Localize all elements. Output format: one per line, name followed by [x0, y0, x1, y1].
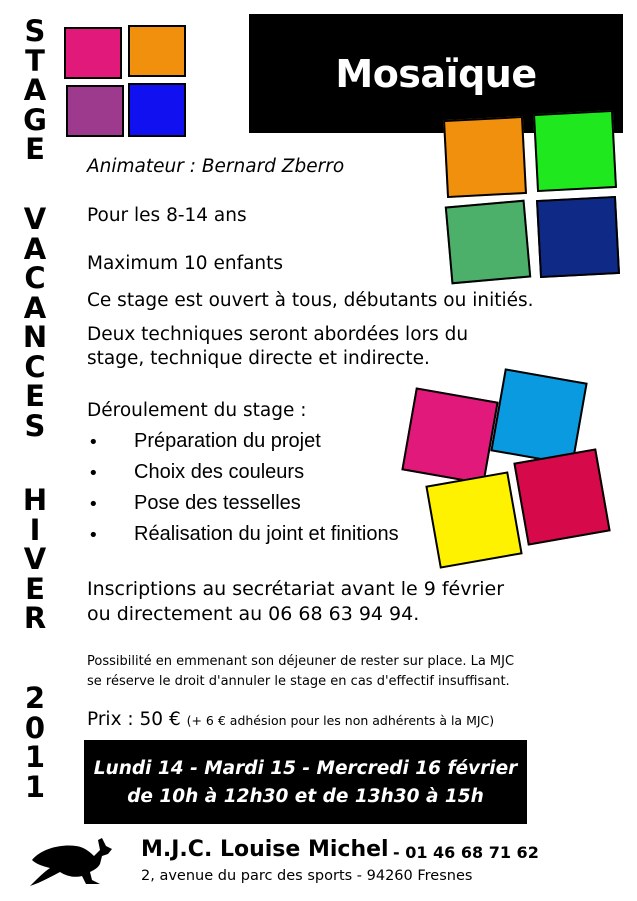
tile-green-right — [533, 110, 617, 192]
price-note: (+ 6 € adhésion pour les non adhérents à la MJC) — [186, 713, 495, 728]
deroulement-heading: Déroulement du stage : — [87, 400, 307, 421]
price-main: Prix : 50 € — [87, 709, 181, 730]
dates-line1: Lundi 14 - Mardi 15 - Mercredi 16 février — [93, 758, 518, 779]
mjc-name: M.J.C. Louise Michel — [141, 837, 389, 862]
vertical-year-text — [18, 681, 52, 804]
tile-yellow-lower — [425, 471, 522, 568]
vertical-hiver-text — [18, 483, 52, 635]
vertical-letter: S — [24, 14, 46, 48]
kangaroo-logo-icon — [28, 836, 114, 888]
vertical-letter: 1 — [24, 769, 46, 804]
vertical-letter: 1 — [24, 740, 46, 774]
vertical-letter: V — [23, 202, 47, 236]
bullet-symbol: • — [88, 432, 99, 453]
vertical-letter: C — [24, 349, 46, 384]
vertical-letter: 0 — [24, 710, 46, 745]
animateur-text: Animateur : Bernard Zberro — [87, 156, 345, 177]
vertical-letter: H — [22, 483, 48, 517]
tile-pink-lower — [401, 387, 498, 484]
vertical-letter: A — [23, 231, 47, 266]
tile-seagreen-right — [445, 200, 531, 285]
vertical-letter: A — [23, 290, 47, 325]
mjc-phone: - 01 46 68 71 62 — [393, 843, 539, 862]
note-line1: Possibilité en emmenant son déjeuner de rester sur place. La MJC — [87, 654, 515, 669]
tile-orange-right — [443, 116, 527, 198]
vertical-letter: E — [25, 571, 45, 606]
tile-crimson-lower — [513, 448, 610, 545]
techniques-line2: stage, technique directe et indirecte. — [87, 348, 430, 369]
vertical-stage-text — [18, 14, 52, 166]
inscriptions-line1: Inscriptions au secrétariat avant le 9 février — [87, 578, 505, 600]
tile-purple — [66, 85, 124, 137]
techniques-line1: Deux techniques seront abordées lors du — [87, 324, 469, 345]
vertical-letter: E — [25, 379, 45, 413]
vertical-letter: V — [23, 542, 47, 576]
vertical-letter: C — [24, 261, 46, 295]
tile-cyan-lower — [490, 368, 587, 465]
list-item: Choix des couleurs — [134, 461, 305, 483]
list-item: Réalisation du joint et finitions — [134, 523, 399, 545]
price-line — [87, 709, 494, 730]
vertical-letter: E — [25, 132, 45, 166]
vertical-letter: S — [24, 408, 46, 443]
note-line2: se réserve le droit d'annuler le stage en cas d'effectif insuffisant. — [87, 674, 510, 689]
list-item: Préparation du projet — [134, 430, 321, 452]
inscriptions-line2: ou directement au 06 68 63 94 94. — [87, 603, 420, 625]
list-item: Pose des tesselles — [134, 492, 301, 514]
mjc-address: 2, avenue du parc des sports - 94260 Fresnes — [141, 868, 473, 884]
max-children-text: Maximum 10 enfants — [87, 253, 284, 274]
vertical-vacances-text — [18, 202, 52, 443]
age-text: Pour les 8-14 ans — [87, 205, 247, 226]
bullet-symbol: • — [88, 525, 99, 546]
page-title: Mosaïque — [335, 52, 537, 96]
vertical-letter: N — [22, 320, 48, 354]
dates-line2: de 10h à 12h30 et de 13h30 à 15h — [127, 786, 484, 807]
open-to-all-text: Ce stage est ouvert à tous, débutants ou initiés. — [87, 290, 534, 311]
dates-banner — [84, 740, 527, 824]
tile-blue — [128, 83, 186, 137]
vertical-letter: G — [23, 102, 47, 137]
tile-navy-right — [536, 196, 620, 278]
bullet-symbol: • — [88, 463, 99, 484]
tile-orange — [128, 25, 186, 77]
vertical-letter: A — [23, 73, 47, 107]
bullet-symbol: • — [88, 494, 99, 515]
vertical-letter: I — [29, 512, 41, 547]
vertical-letter: 2 — [24, 681, 46, 715]
vertical-letter: T — [25, 43, 45, 78]
vertical-letter: R — [23, 601, 47, 635]
tile-magenta — [64, 27, 122, 79]
